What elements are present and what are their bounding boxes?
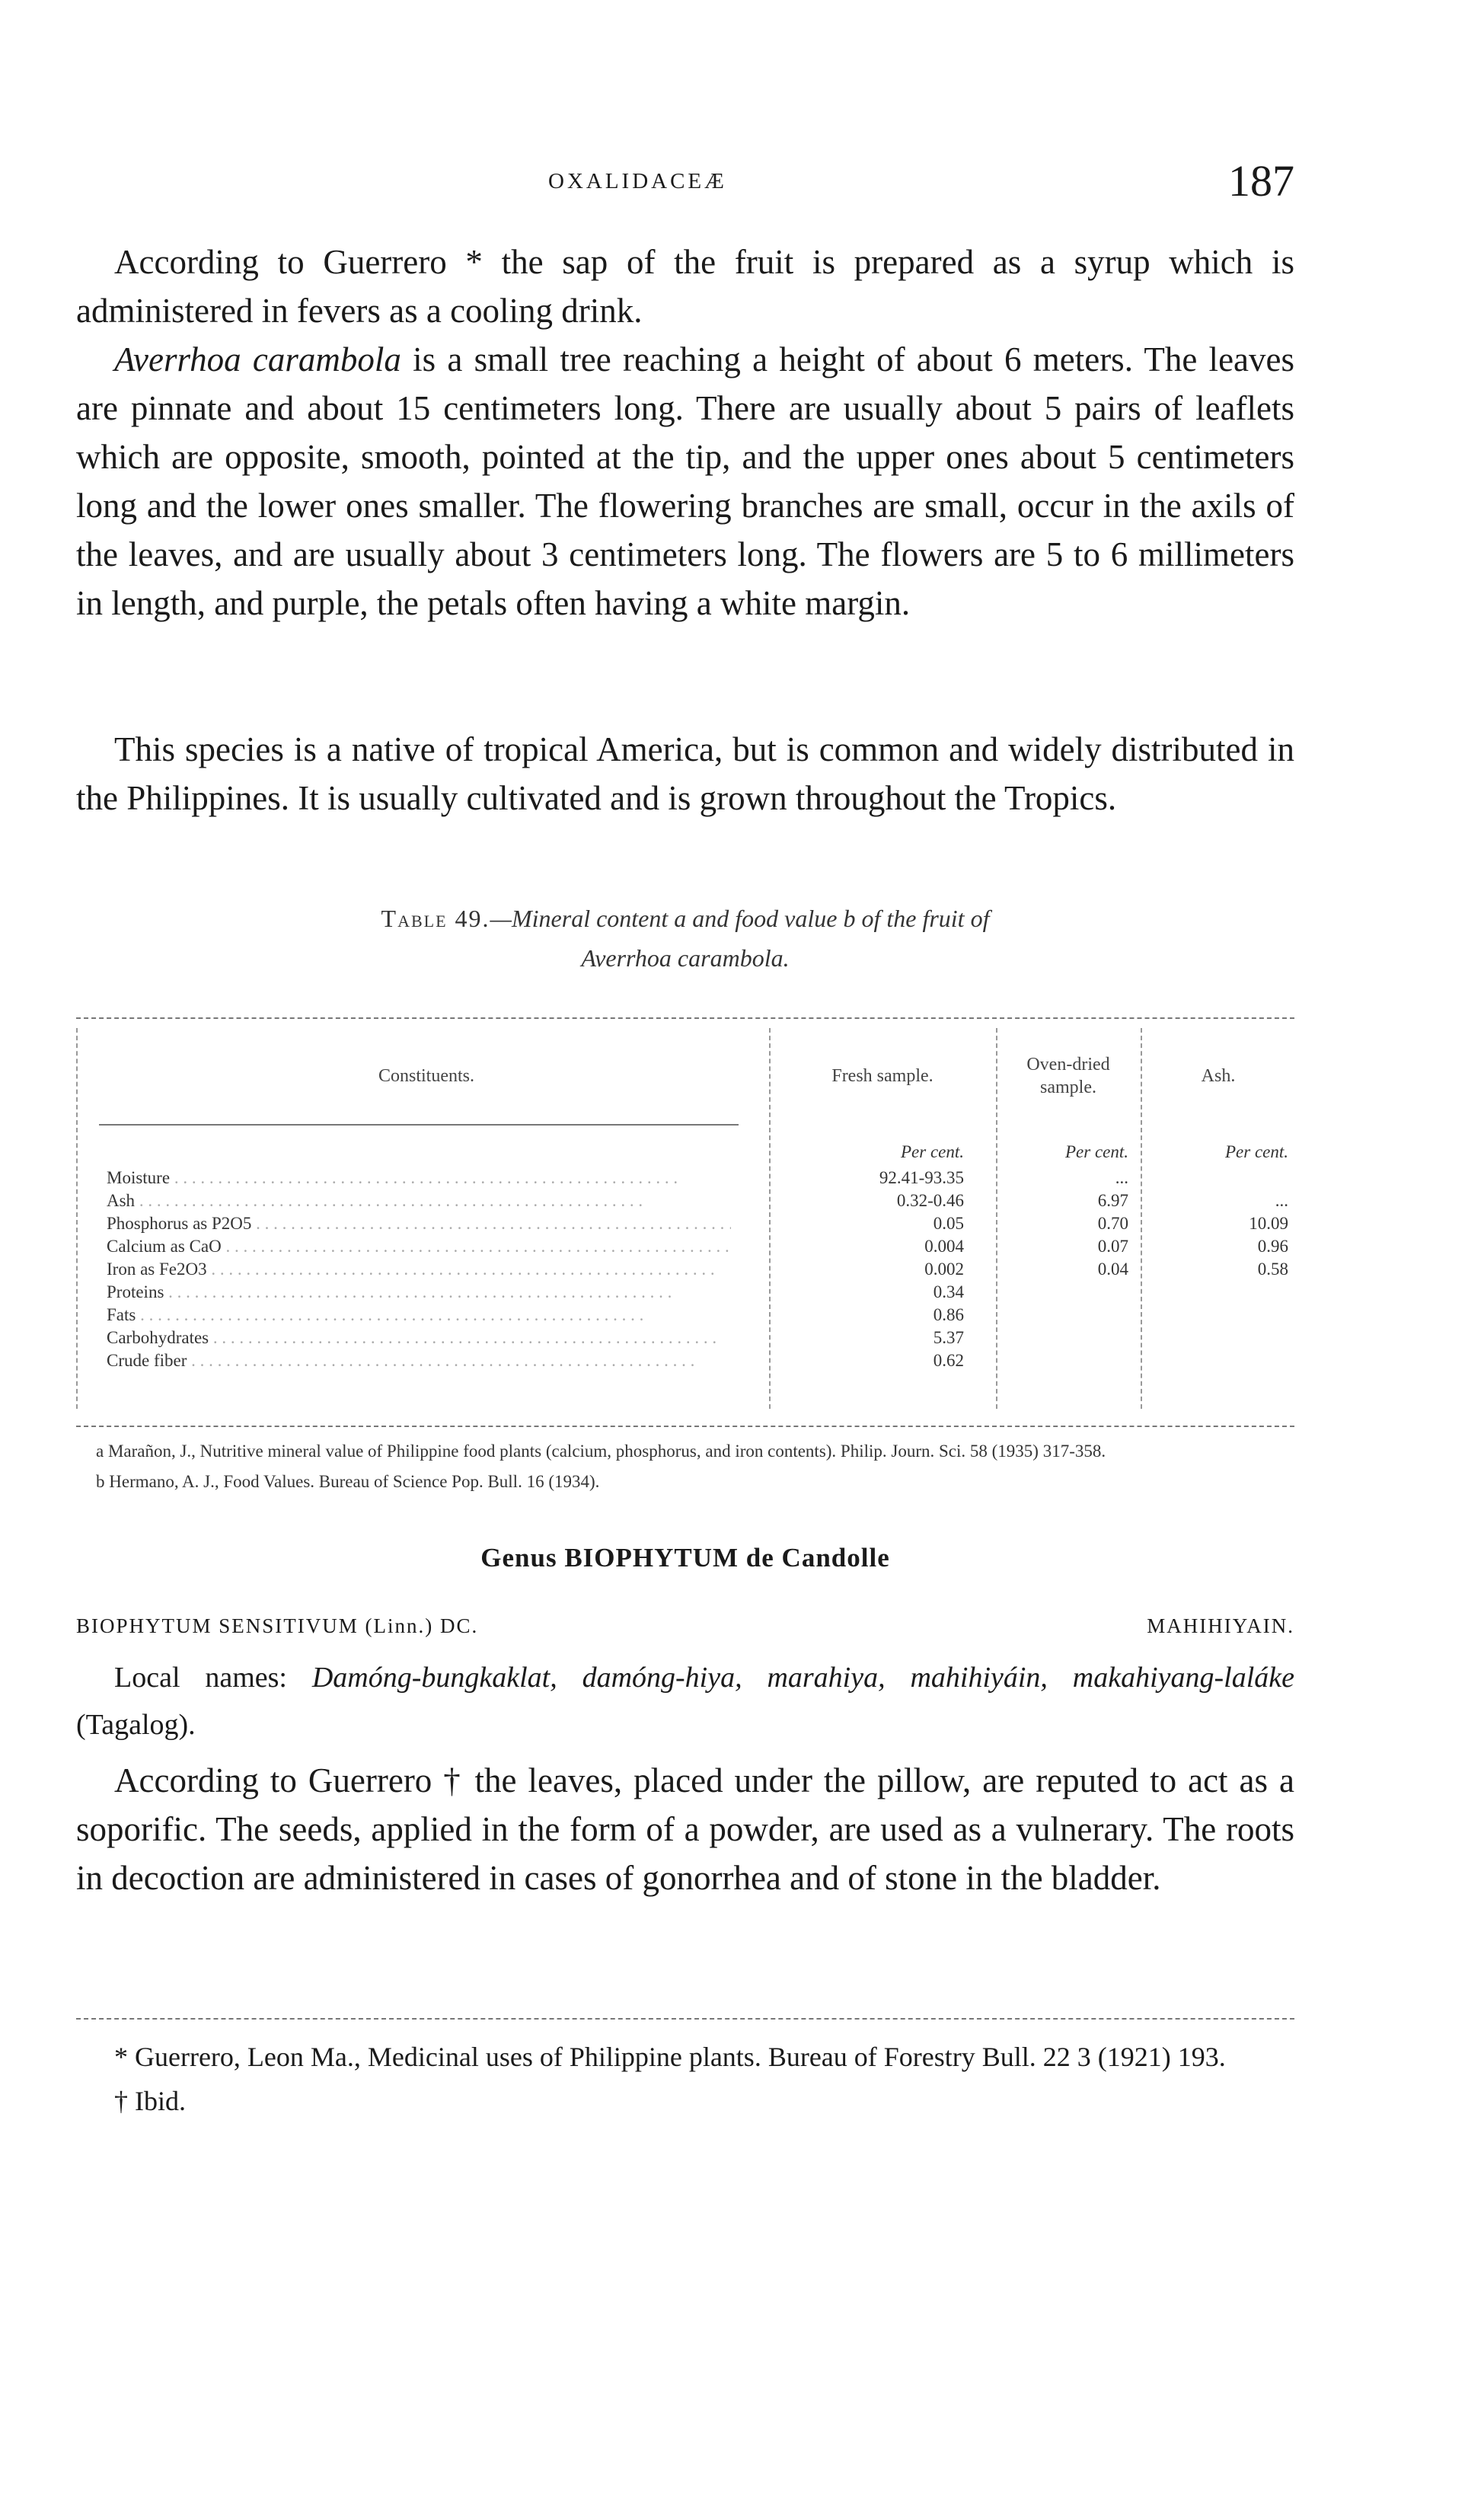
paragraph-text: is a small tree reaching a height of about 6 meters. The leaves are pinnate and about 15 centimeters long. There are usually about 5 pairs of leaflets which are opposite, smooth, pointed at the tip, and the upper ones about 5 centimeters long and the lower ones smaller. The flowering branches are small, occur in the axils of the leaves, and are usually about 3 centimeters long. The flowers are 5 to 6 millimeters in length, and purple, the petals often having a white margin. [76,340,1294,622]
table-row [107,1304,1294,1327]
paragraph-text: This species is a native of tropical America, but is common and widely distributed in the Philippines. It is usually cultivated and is grown throughout the Tropics. [76,730,1294,817]
cell-oven-dried: ... [1115,1168,1128,1187]
column-header-oven-dried: Oven-dried sample. [1026,1055,1110,1097]
paragraph-text: According to Guerrero * the sap of the fruit is prepared as a syrup which is administered in fevers as a cooling drink. [76,243,1294,330]
table-row [107,1189,1294,1212]
cell-fresh: 0.34 [933,1282,964,1301]
table-top-rule [76,1017,1294,1019]
cell-fresh: 92.41-93.35 [879,1168,964,1187]
cell-oven-dried: 0.04 [1097,1260,1128,1279]
row-constituent: Crude fiber . . . [107,1349,731,1372]
row-constituent: Carbohydrates . . . [107,1327,731,1349]
paragraph-description [76,335,1294,627]
species-name-inline: Averrhoa carambola [114,340,401,378]
row-constituent: Iron as Fe2O3 . . . [107,1258,731,1281]
table-note-a: a Marañon, J., Nutritive mineral value of Philippine food plants (calcium, phosphorus, and iron contents). Philip. Journ. Sci. 58 (1935) 317-358. [96,1442,1106,1461]
table-row [107,1167,1294,1189]
running-title: OXALIDACEÆ [548,169,727,193]
genus-prefix: Genus [480,1543,565,1573]
row-constituent: Proteins . . . [107,1281,731,1304]
column-header-constituents: Constituents. [378,1066,474,1086]
paragraph-text: According to Guerrero † the leaves, placed under the pillow, are reputed to act as a soporific. The seeds, applied in the form of a powder, are used as a vulnerary. The roots in decoction are administered in cases of gonorrhea and of stone in the bladder. [76,1761,1294,1897]
footnote-rule [76,2018,1294,2020]
cell-fresh: 0.002 [924,1260,964,1279]
cell-fresh: 0.62 [933,1351,964,1370]
table-row [107,1235,1294,1258]
cell-fresh: 0.32-0.46 [896,1191,964,1210]
local-names-label: Local names: [114,1662,312,1694]
row-constituent: Phosphorus as P2O5 . . . [107,1212,731,1235]
page-number: 187 [1228,156,1294,206]
paragraph-distribution [76,725,1294,822]
table-note-b: b Hermano, A. J., Food Values. Bureau of Science Pop. Bull. 16 (1934). [96,1472,600,1491]
cell-fresh: 0.004 [924,1237,964,1256]
table-caption [76,899,1294,978]
unit-oven-dried: Per cent. [1064,1142,1128,1161]
table-caption-species: Averrhoa carambola. [581,944,790,972]
table-row [107,1281,1294,1304]
running-head [76,152,1294,213]
table-row [107,1212,1294,1235]
vernacular-name: MAHIHIYAIN. [1147,1614,1294,1637]
table-body [107,1167,1294,1372]
row-constituent: Fats . . . [107,1304,731,1327]
genus-heading [76,1543,1294,1573]
genus-author: de Candolle [739,1543,890,1573]
cell-ash: 0.58 [1257,1260,1288,1279]
cell-fresh: 5.37 [933,1328,964,1347]
cell-ash: 0.96 [1257,1237,1288,1256]
cell-oven-dried: 0.07 [1097,1237,1128,1256]
table-left-border [76,1028,78,1409]
table-row [107,1327,1294,1349]
table-header-rule [99,1124,739,1126]
species-heading [76,1614,1294,1645]
paragraph-biophytum-uses [76,1756,1294,1902]
species-name: BIOPHYTUM SENSITIVUM (Linn.) DC. [76,1614,479,1637]
table-row [107,1258,1294,1281]
cell-ash: ... [1275,1191,1288,1210]
cell-fresh: 0.86 [933,1305,964,1324]
footnote-guerrero: * Guerrero, Leon Ma., Medicinal uses of Philippine plants. Bureau of Forestry Bull. 22 3 (1921) 193. [114,2042,1226,2072]
footnotes [76,2035,1294,2123]
unit-ash: Per cent. [1224,1142,1288,1161]
paragraph-guerrero-syrup [76,238,1294,335]
cell-ash: 10.09 [1249,1214,1288,1233]
table-notes [76,1436,1294,1497]
unit-fresh: Per cent. [900,1142,964,1161]
table-row [107,1349,1294,1372]
cell-oven-dried: 0.70 [1097,1214,1128,1233]
column-header-ash: Ash. [1201,1066,1236,1086]
table-caption-text: —Mineral content a and food value b of the fruit of [490,905,990,932]
row-constituent: Moisture . . . [107,1167,731,1189]
cell-fresh: 0.05 [933,1214,964,1233]
column-header-fresh: Fresh sample. [831,1066,933,1086]
table-bottom-rule [76,1426,1294,1427]
genus-name: BIOPHYTUM [564,1543,739,1573]
local-names-language: (Tagalog). [76,1709,196,1741]
footnote-ibid: † Ibid. [114,2086,186,2116]
cell-oven-dried: 6.97 [1097,1191,1128,1210]
local-names-list: Damóng-bungkaklat, damóng-hiya, marahiya, mahihiyáin, makahiyang-laláke [311,1662,1295,1694]
local-names [76,1654,1294,1748]
table-label: Table 49. [381,905,490,932]
row-constituent: Calcium as CaO . . . [107,1235,731,1258]
row-constituent: Ash . . . [107,1189,731,1212]
